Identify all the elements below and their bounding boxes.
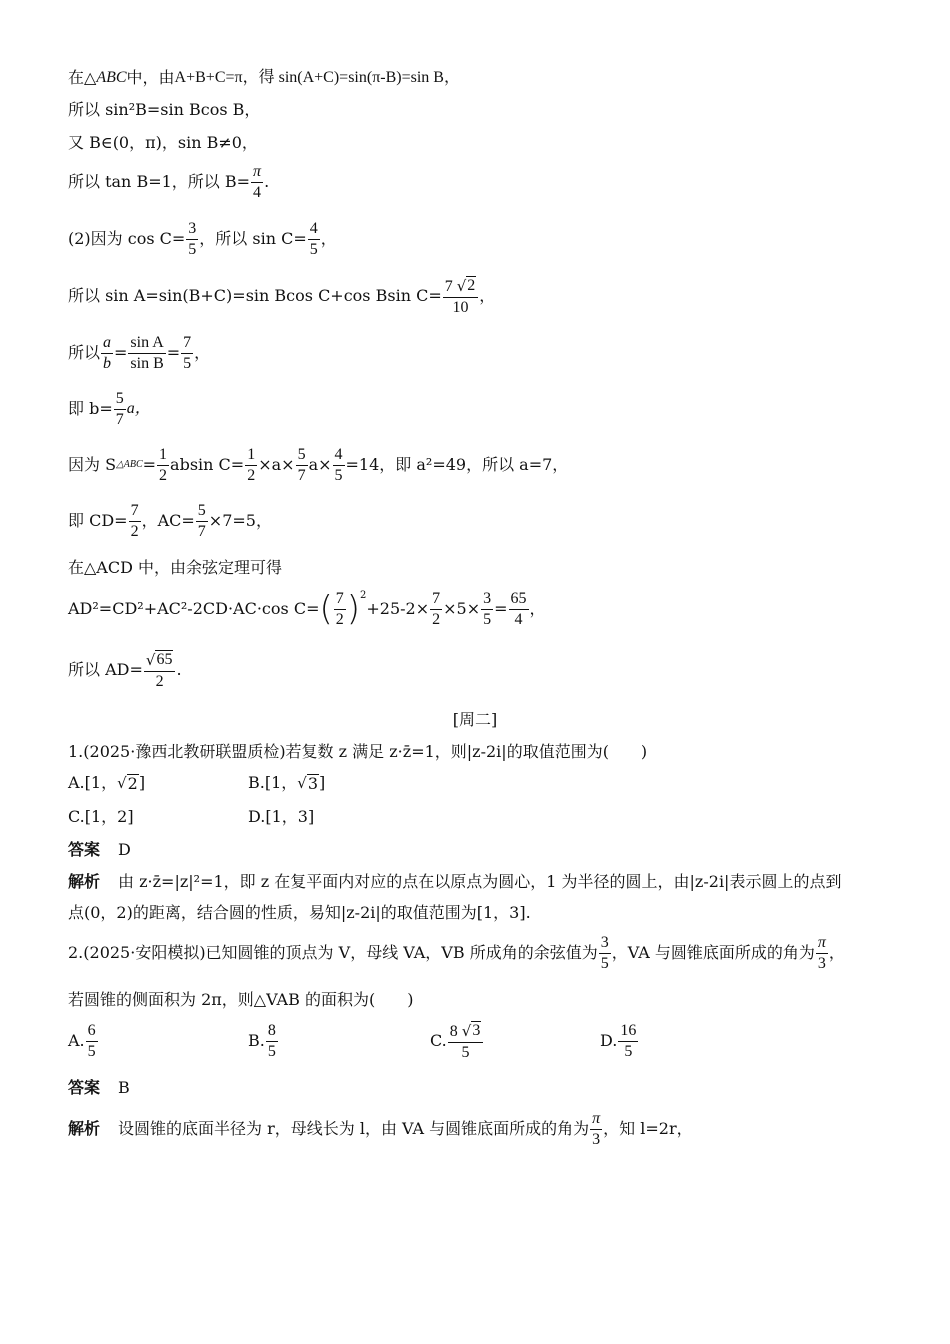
denominator: 5: [309, 240, 318, 258]
text: ×a×: [258, 455, 295, 475]
q2-option-d: [600, 1022, 639, 1060]
denominator: 5: [267, 1042, 276, 1060]
analysis-text: 设圆锥的底面半径为 r，母线长为 l，由 VA 与圆锥底面所成的角为: [118, 1119, 590, 1139]
text: =14，即 a²=49，所以 a=7，: [345, 455, 569, 475]
fraction: [618, 1022, 638, 1060]
q1-option-c: C.[1，2]: [68, 807, 134, 826]
text: 在△ACD 中，由余弦定理可得: [68, 558, 283, 577]
q1-options-row-2: [68, 807, 882, 827]
denominator: 5: [87, 1042, 96, 1060]
text: D.: [600, 1031, 618, 1051]
denominator: 4: [514, 610, 523, 628]
denominator: 2: [130, 522, 139, 540]
text: A.[1，: [68, 773, 118, 792]
numerator: 7: [129, 502, 141, 522]
numerator: 3: [186, 220, 198, 240]
q2-option-c: [430, 1021, 600, 1061]
denominator: 5: [483, 610, 492, 628]
fraction: [128, 334, 165, 372]
numerator: 7: [430, 590, 442, 610]
text: 因为 S: [68, 455, 117, 475]
question-text: 1.(2025·豫西北教研联盟质检)若复数 z 满足 z·z̄=1，则|z-2i|的取值范围为( ): [68, 742, 648, 761]
fraction: [86, 1022, 98, 1060]
q2-stem-line-2: [68, 990, 882, 1010]
text: A+B+C=π，得 sin(A+C)=sin(π-B)=sin B，: [174, 69, 460, 86]
numerator: 7: [181, 334, 193, 354]
denominator: 5: [334, 466, 343, 484]
q1-answer: [68, 840, 882, 860]
denominator: 2: [247, 466, 256, 484]
text: ×7=5，: [208, 511, 272, 531]
denominator: 3: [817, 954, 826, 972]
fraction: [129, 502, 141, 540]
denominator: 10: [452, 298, 469, 316]
radical-sign-icon: √: [456, 277, 467, 296]
numerator: [443, 276, 479, 298]
numerator: π: [590, 1110, 602, 1130]
section-title-text: [周二]: [452, 710, 498, 729]
q2-options: [68, 1021, 882, 1061]
denominator: 2: [335, 610, 344, 628]
fraction: [144, 650, 176, 690]
solution-line-5: [68, 220, 882, 258]
radicand: 65: [156, 651, 173, 668]
fraction: [251, 163, 263, 201]
fraction: [308, 220, 320, 258]
text: B.[1，: [248, 773, 298, 792]
radicand: 3: [472, 1022, 481, 1039]
text: 所以 tan B=1，所以 B=: [68, 172, 251, 192]
denominator: 7: [297, 466, 306, 484]
numerator: 16: [618, 1022, 638, 1042]
text: ，: [529, 599, 546, 619]
numerator: 3: [481, 590, 493, 610]
q2-analysis: [68, 1110, 882, 1148]
text: 中，由: [126, 68, 175, 87]
answer-value: B: [118, 1078, 130, 1097]
answer-label: 答案: [68, 1078, 101, 1097]
fraction: [599, 934, 611, 972]
denominator: sin B: [130, 354, 164, 372]
square-root: [117, 774, 139, 793]
text: (2)因为 cos C=: [68, 229, 186, 249]
square-root: [146, 650, 174, 669]
denominator: 2: [155, 672, 164, 690]
question-text: ，VA 与圆锥底面所成的角为: [611, 943, 815, 963]
fraction: [196, 502, 208, 540]
denominator: 7: [197, 522, 206, 540]
text: ，: [479, 286, 496, 306]
text: ABC: [96, 69, 127, 86]
left-paren-icon: (: [319, 589, 333, 630]
fraction: [509, 590, 529, 628]
text: 在△: [68, 68, 97, 87]
denominator: 2: [432, 610, 441, 628]
numerator: 1: [157, 446, 169, 466]
numerator: 3: [599, 934, 611, 954]
fraction: [448, 1021, 484, 1061]
denominator: 5: [624, 1042, 633, 1060]
q1-option-d: D.[1，3]: [248, 807, 315, 826]
denominator: 5: [188, 240, 197, 258]
text: AD²=CD²+AC²-2CD·AC·cos C=: [68, 599, 320, 619]
fraction: [157, 446, 169, 484]
numerator: [144, 650, 176, 672]
solution-line-8: [68, 390, 882, 428]
text: ，AC=: [141, 511, 195, 531]
text: 所以 sin A=sin(B+C)=sin Bcos C+cos Bsin C=: [68, 286, 442, 306]
radicand: 2: [127, 773, 138, 793]
q1-option-a: [68, 773, 248, 793]
solution-line-9: 因为 S △ABC = $\frac{1}{2}$ absin C= $\frac{1}{2}$ ×a× $\frac{5}{7}$ a× $\frac{4}{5}$ =14，即 a²=49，所以 a=7，: [68, 446, 569, 484]
denominator: 5: [183, 354, 192, 372]
fraction: [181, 334, 193, 372]
denominator: b: [103, 354, 112, 372]
solution-line-13: [68, 650, 882, 690]
fraction: [481, 590, 493, 628]
denominator: 4: [253, 183, 262, 201]
text: =: [142, 455, 157, 475]
q1-stem: [68, 742, 882, 762]
numerator: 7: [334, 590, 346, 610]
fraction: [266, 1022, 278, 1060]
text: 即 b=: [68, 399, 113, 419]
radicand: 2: [467, 277, 476, 294]
text: 即 CD=: [68, 511, 128, 531]
solution-line-11: [68, 558, 882, 578]
text: C.: [430, 1031, 447, 1051]
numerator: 1: [245, 446, 257, 466]
solution-line-10: [68, 502, 882, 540]
text: 所以: [68, 343, 101, 363]
analysis-text: ，知 l=2r，: [603, 1119, 693, 1139]
coefficient: 8: [449, 1023, 458, 1041]
analysis-text: 由 z·z̄=|z|²=1，即 z 在复平面内对应的点在以原点为圆心，1 为半径的圆上，由|z-2i|表示圆上的点到: [118, 872, 842, 891]
text: +25-2×: [366, 599, 430, 619]
fraction: [590, 1110, 602, 1148]
solution-line-12: AD²=CD²+AC²-2CD·AC·cos C= ( $\frac{7}{2}$ ) 2 +25-2× $\frac{7}{2}$ ×5× $\frac{3}{5}$ = $\frac{65}{4}$ ，: [68, 589, 546, 630]
numerator: 65: [509, 590, 529, 610]
q1-analysis-line-2: [68, 903, 882, 923]
question-text: ，: [828, 943, 845, 963]
numerator: [448, 1021, 484, 1043]
answer-value: D: [118, 840, 131, 859]
numerator: 5: [296, 446, 308, 466]
q1-options-row-1: [68, 773, 882, 793]
text: .: [176, 660, 182, 680]
text: ，: [194, 343, 211, 363]
denominator: 7: [115, 410, 124, 428]
denominator: 2: [159, 466, 168, 484]
denominator: 5: [461, 1043, 470, 1061]
text: ]: [138, 773, 146, 792]
answer-label: 答案: [68, 840, 101, 859]
fraction: [101, 334, 113, 372]
radical-sign-icon: √: [297, 773, 307, 792]
text: ×5×: [443, 599, 481, 619]
solution-line-7: 所以 $\frac{a}{b}$ = $\frac{\text{sin A}}{\text{sin B}}$ = $\frac{7}{5}$ ，: [68, 334, 211, 372]
solution-line-6: [68, 276, 882, 316]
q2-answer: [68, 1078, 882, 1098]
solution-line-3: [68, 133, 882, 153]
q2-option-a: [68, 1022, 248, 1060]
solution-line-2: [68, 100, 882, 120]
q1-option-b: [248, 773, 325, 793]
q1-analysis-line-1: [68, 872, 882, 892]
numerator: 8: [266, 1022, 278, 1042]
radicand: 3: [307, 773, 319, 793]
fraction: [816, 934, 828, 972]
numerator: a: [101, 334, 113, 354]
radical-sign-icon: √: [461, 1022, 472, 1041]
numerator: π: [251, 163, 263, 183]
radical-sign-icon: √: [145, 651, 156, 670]
question-text: 若圆锥的侧面积为 2π，则△VAB 的面积为( ): [68, 990, 414, 1009]
text: absin C=: [170, 455, 245, 475]
fraction: [296, 446, 308, 484]
analysis-label: 解析: [68, 1119, 101, 1139]
fraction: [333, 446, 345, 484]
numerator: sin A: [128, 334, 165, 354]
text: 所以 sin²B=sin Bcos B，: [68, 100, 261, 119]
fraction: [245, 446, 257, 484]
numerator: 5: [114, 390, 126, 410]
analysis-text: 点(0，2)的距离，结合圆的性质，易知|z-2i|的取值范围为[1，3].: [68, 903, 531, 922]
numerator: 5: [196, 502, 208, 522]
text: .: [264, 172, 270, 192]
coefficient: 7: [444, 278, 453, 296]
denominator: 3: [592, 1130, 601, 1148]
text: ，所以 sin C=: [199, 229, 307, 249]
square-root: [297, 774, 319, 793]
q2-stem-line-1: [68, 934, 882, 972]
numerator: π: [816, 934, 828, 954]
text: A.: [68, 1031, 85, 1051]
q2-option-b: [248, 1022, 430, 1060]
text: 又 B∈(0，π)，sin B≠0，: [68, 133, 258, 152]
text: ，: [320, 229, 337, 249]
square-root: [457, 276, 477, 295]
solution-line-1: [68, 68, 882, 88]
square-root: [462, 1021, 482, 1040]
fraction: [443, 276, 479, 316]
numerator: 6: [86, 1022, 98, 1042]
section-title: [68, 710, 882, 730]
denominator: 5: [600, 954, 609, 972]
question-text: 2.(2025·安阳模拟)已知圆锥的顶点为 V，母线 VA，VB 所成角的余弦值为: [68, 943, 598, 963]
numerator: 4: [308, 220, 320, 240]
fraction: [334, 590, 346, 628]
text: a，: [126, 400, 151, 418]
radical-sign-icon: √: [117, 773, 127, 792]
text: ]: [319, 773, 326, 792]
fraction: [114, 390, 126, 428]
text: =: [494, 599, 508, 619]
numerator: 4: [333, 446, 345, 466]
fraction: [430, 590, 442, 628]
text: a×: [308, 455, 332, 475]
right-paren-icon: ): [346, 589, 360, 630]
analysis-label: 解析: [68, 872, 101, 891]
fraction: [186, 220, 198, 258]
solution-line-4: [68, 163, 882, 201]
text: 所以 AD=: [68, 660, 143, 680]
text: B.: [248, 1031, 265, 1051]
